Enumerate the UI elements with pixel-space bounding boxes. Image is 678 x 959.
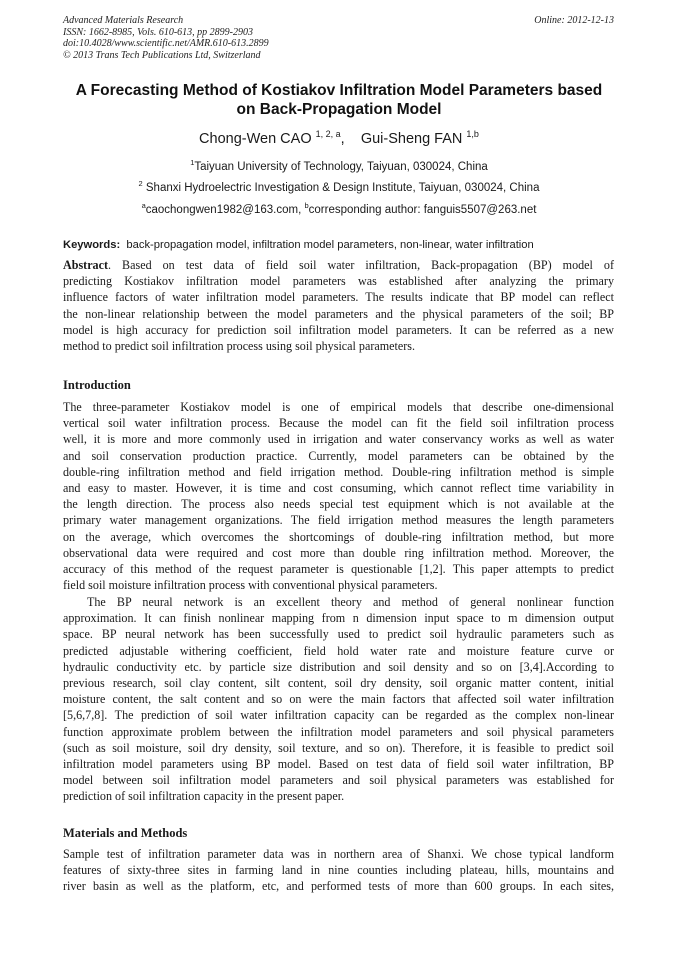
affiliation-2 — [0, 181, 678, 195]
paragraph-line: primary water management organizations. The field irrigation method measures the length parameters — [63, 513, 614, 528]
paragraph-line: (such as soil moisture, soil dry density, soil texture, and so on). Therefore, it is feasible to predict soil — [63, 740, 614, 755]
author-1-affiliation-mark: 1, 2, a — [315, 129, 341, 139]
paragraph-line: accuracy of this method of the request parameter is questionable [1,2]. This paper attempts to predict — [63, 561, 614, 576]
paragraph-line: field soil moisture infiltration process with conventional physical parameters. — [63, 578, 438, 593]
email-a-mark: a — [141, 201, 146, 210]
paragraph-line: observational data were required and cost more than double ring infiltration method. Moreover, the — [63, 545, 614, 560]
methods-paragraph-1 — [63, 846, 614, 895]
journal-header — [63, 15, 269, 61]
author-1: Chong-Wen CAO — [199, 131, 312, 147]
paragraph-line: river basin as well as the platform, etc, and performed tests of more than 600 groups. In each sites, — [63, 879, 614, 894]
affiliation-1-mark: 1 — [190, 158, 195, 167]
journal-name: Advanced Materials Research — [63, 15, 184, 26]
abstract — [63, 257, 614, 354]
author-2-affiliation-mark: 1,b — [466, 129, 479, 139]
email-b-mark: b — [304, 201, 309, 210]
abstract-label: Abstract — [63, 258, 109, 272]
paragraph-line: infiltration model parameters using BP model. Based on test data of field soil water infiltration, BP — [63, 756, 614, 771]
doi-line: doi:10.4028/www.scientific.net/AMR.610-613.2899 — [63, 38, 269, 49]
paragraph-line: space. BP neural network has been successfully used to predict soil hydraulic parameters such as — [63, 627, 614, 642]
copyright-line: © 2013 Trans Tech Publications Ltd, Switzerland — [63, 49, 261, 61]
author-separator: , — [340, 131, 345, 147]
author-emails — [0, 203, 678, 217]
section-heading-materials-and-methods: Materials and Methods — [63, 826, 188, 840]
online-date: Online: 2012-12-13 — [534, 15, 614, 26]
abstract-line — [63, 257, 614, 273]
paragraph-line: well, it is more and more commonly used in irrigation and water conservancy works as well as water — [63, 432, 614, 447]
paragraph-line: function approximate problem between the infiltration model parameters and soil physical parameters — [63, 724, 614, 739]
paragraph-line: [5,6,7,8]. The prediction of soil water infiltration capacity can be regarded as the complex non-linear — [63, 708, 614, 723]
paragraph-line: double-ring infiltration method and field irrigation method. Double-ring infiltration method is simple — [63, 464, 614, 479]
paragraph-line: features of sixty-three sites in farming land in nine counties including plateau, hills, mountains and — [63, 863, 614, 878]
email-b: corresponding author: fanguis5507@263.net — [308, 204, 537, 216]
paragraph-line: approximation. It can finish nonlinear mapping from n dimension input space to m dimension output — [63, 611, 614, 626]
paragraph-line: predicted adjustable withering coefficient, field hold water rate and moisture feature curve or — [63, 643, 614, 658]
paragraph-line: moisture content, the salt content and so on were the main factors that affected soil water infiltration — [63, 692, 614, 707]
abstract-line: method to predict soil infiltration process using soil physical parameters. — [63, 338, 415, 353]
paragraph-line: hydraulic conductivity etc. by particle size distribution and soil density and so on [3,4].According to — [63, 659, 614, 674]
paragraph-line: prediction of soil infiltration capacity in the present paper. — [63, 789, 345, 804]
paragraph-line: previous research, soil clay content, silt content, soil dry density, soil organic matter content, initial — [63, 675, 614, 690]
email-a: caochongwen1982@163.com, — [145, 204, 305, 216]
paragraph-line: and soil conservation production practice. Currently, model parameters can be obtained by the — [63, 448, 614, 463]
introduction-paragraph-1 — [63, 399, 614, 593]
paragraph-line: vertical soil water infiltration process. Because the model can fit the field soil infiltration process — [63, 416, 614, 431]
paragraph-line: on the average, which overcomes the shortcomings of double-ring infiltration method, but more — [63, 529, 614, 544]
paragraph-line: the length direction. The process also needs special test equipment which is not available at the — [63, 497, 614, 512]
paragraph-line: The three-parameter Kostiakov model is one of empirical models that describe one-dimensional — [63, 400, 614, 414]
keywords — [63, 238, 534, 252]
paragraph-line: Sample test of infiltration parameter data was in northern area of Shanxi. We chose typical landform — [63, 847, 614, 861]
abstract-line: influence factors of water infiltration model parameters. The results indicate that BP model can reflect — [63, 290, 614, 305]
affiliation-2-text: Shanxi Hydroelectric Investigation & Design Institute, Taiyuan, 030024, China — [145, 182, 540, 194]
author-list — [0, 130, 678, 148]
paper-title — [50, 81, 628, 119]
introduction-paragraph-2 — [63, 594, 614, 804]
paragraph-line: model between soil infiltration model parameters and soil physical parameters was established for — [63, 773, 614, 788]
abstract-line: model is high accuracy for prediction soil infiltration model parameters. It can be referred as a new — [63, 322, 614, 337]
keywords-label: Keywords: — [63, 239, 121, 251]
section-heading-introduction: Introduction — [63, 378, 131, 392]
paragraph-line: and easy to master. However, it is time and cost consuming, which cannot reflect time variability in — [63, 480, 614, 495]
affiliation-1-text: Taiyuan University of Technology, Taiyuan, 030024, China — [194, 161, 488, 173]
affiliation-1 — [0, 160, 678, 174]
title-line-2: on Back-Propagation Model — [236, 101, 442, 118]
title-line-1: A Forecasting Method of Kostiakov Infiltration Model Parameters based — [75, 82, 603, 99]
abstract-line: the non-linear relationship between the model parameters and the physical parameters of the soil; BP — [63, 306, 614, 321]
abstract-line: predicting Kostiakov infiltration model parameters was established after analyzing the primary — [63, 274, 614, 289]
issn-line: ISSN: 1662-8985, Vols. 610-613, pp 2899-2903 — [63, 26, 253, 38]
keywords-text: back-propagation model, infiltration model parameters, non-linear, water infiltration — [126, 239, 534, 251]
author-2: Gui-Sheng FAN — [360, 131, 463, 147]
abstract-line-text: . Based on test data of field soil water infiltration, Back-propagation (BP) model of — [108, 258, 614, 272]
paragraph-line: The BP neural network is an excellent theory and method of general nonlinear function — [87, 595, 614, 609]
affiliation-2-mark: 2 — [138, 179, 143, 188]
